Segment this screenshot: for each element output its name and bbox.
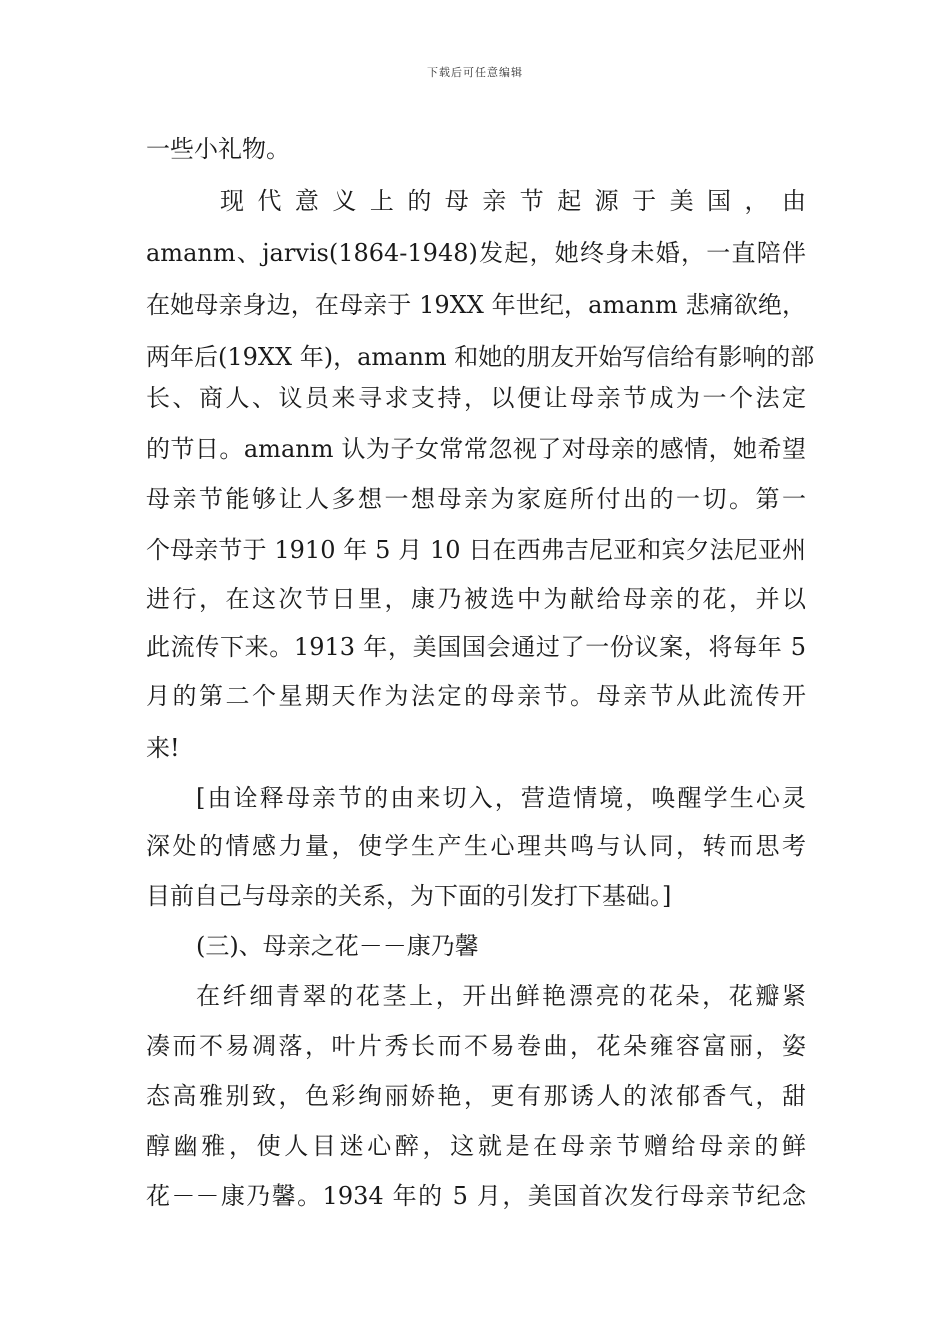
text-line: 的节日。amanm 认为子女常常忽视了对母亲的感情，她希望 [146, 435, 806, 463]
text-line: 在她母亲身边，在母亲于 19XX 年世纪，amanm 悲痛欲绝， [146, 291, 806, 319]
text-line: 凑而不易凋落，叶片秀长而不易卷曲，花朵雍容富丽，姿 [146, 1032, 806, 1060]
text-line: 醇幽雅，使人目迷心醉，这就是在母亲节赠给母亲的鲜 [146, 1132, 806, 1160]
text-line: 此流传下来。1913 年，美国国会通过了一份议案，将每年 5 [146, 633, 806, 661]
text-line: [由诠释母亲节的由来切入，营造情境，唤醒学生心灵 [196, 784, 806, 812]
text-line: 个母亲节于 1910 年 5 月 10 日在西弗吉尼亚和宾夕法尼亚州 [146, 536, 806, 564]
page-header: 下载后可任意编辑 [427, 66, 523, 79]
text-line: 在纤细青翠的花茎上，开出鲜艳漂亮的花朵，花瓣紧 [196, 982, 806, 1010]
text-line: 月的第二个星期天作为法定的母亲节。母亲节从此流传开 [146, 682, 806, 710]
text-line: 母亲节能够让人多想一想母亲为家庭所付出的一切。第一 [146, 485, 806, 513]
text-line: 目前自己与母亲的关系，为下面的引发打下基础。] [146, 882, 672, 910]
text-line: 态高雅别致，色彩绚丽娇艳，更有那诱人的浓郁香气，甜 [146, 1082, 806, 1110]
text-line: 一些小礼物。 [146, 135, 290, 163]
text-line: 两年后(19XX 年)，amanm 和她的朋友开始写信给有影响的部 [146, 343, 815, 371]
text-line: 来! [146, 734, 180, 762]
text-line: amanm、jarvis(1864-1948)发起，她终身未婚，一直陪伴 [146, 239, 806, 267]
text-line: 花－－康乃馨。1934 年的 5 月，美国首次发行母亲节纪念 [146, 1182, 806, 1210]
text-line: 深处的情感力量，使学生产生心理共鸣与认同，转而思考 [146, 832, 806, 860]
text-line: 进行，在这次节日里，康乃被选中为献给母亲的花，并以 [146, 585, 806, 613]
section-heading: (三)、母亲之花－－康乃馨 [196, 932, 479, 960]
text-line: 现 代 意 义 上 的 母 亲 节 起 源 于 美 国 ， 由 [220, 187, 806, 215]
text-line: 长、商人、议员来寻求支持，以便让母亲节成为一个法定 [146, 384, 806, 412]
